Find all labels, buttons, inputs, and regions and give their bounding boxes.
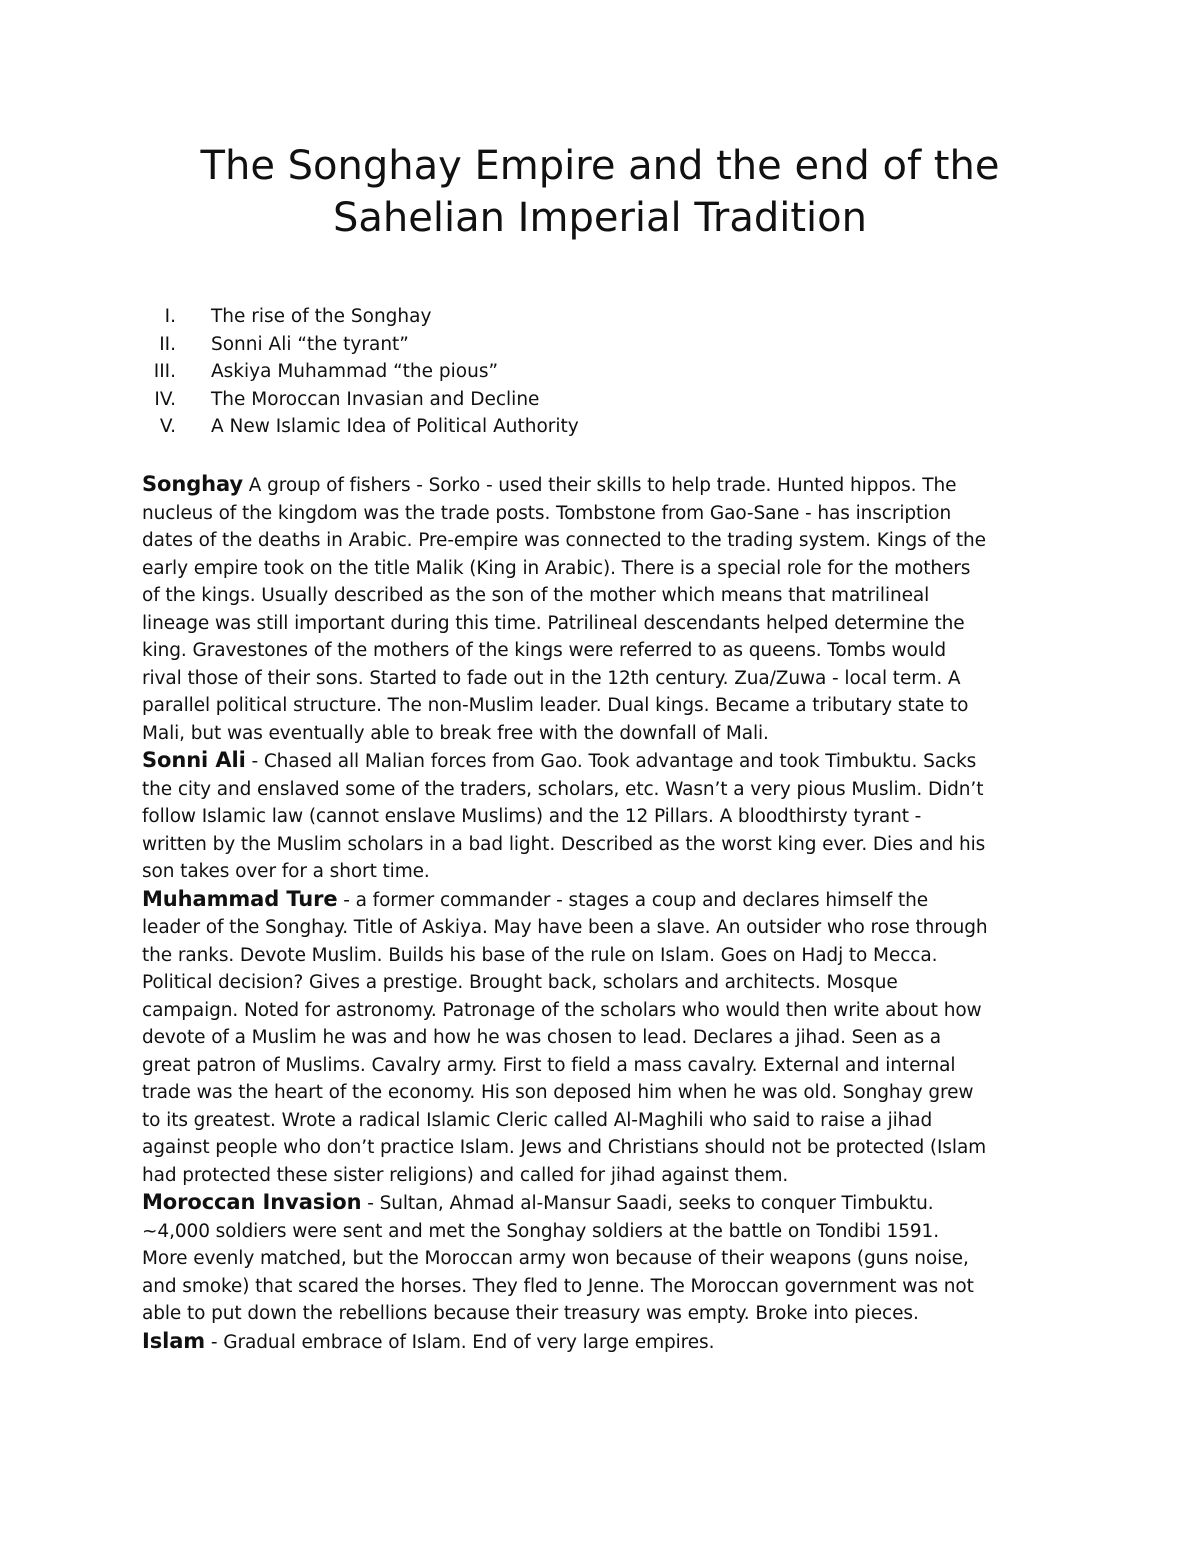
outline-number: III. (153, 361, 176, 382)
document-title (100, 140, 1100, 244)
text-line (142, 1328, 1062, 1357)
text-line (142, 747, 1062, 776)
outline-number: V. (159, 416, 176, 437)
section-term-sonni-ali: Sonni Ali (142, 748, 246, 772)
text-line: dates of the deaths in Arabic. Pre-empire was connected to the trading system. Kings of the (142, 530, 986, 551)
section-term-moroccan-invasion: Moroccan Invasion (142, 1190, 362, 1214)
text-line: leader of the Songhay. Title of Askiya. May have been a slave. An outsider who rose through (142, 917, 988, 938)
section-text: - Gradual embrace of Islam. End of very large empires. (205, 1331, 715, 1353)
text-line: follow Islamic law (cannot enslave Muslims) and the 12 Pillars. A bloodthirsty tyrant - (142, 806, 922, 827)
text-line (142, 886, 1062, 915)
text-line: and smoke) that scared the horses. They fled to Jenne. The Moroccan government was not (142, 1275, 974, 1297)
section-term-muhammad-ture: Muhammad Ture (142, 886, 338, 911)
outline-item (120, 386, 1020, 414)
title-line-1: The Songhay Empire and the end of the (200, 143, 1000, 189)
outline-number: II. (159, 333, 176, 355)
text-line: written by the Muslim scholars in a bad light. Described as the worst king ever. Dies and his (142, 833, 986, 855)
section-text: - Chased all Malian forces from Gao. Took advantage and took Timbuktu. Sacks (245, 751, 977, 772)
text-line: king. Gravestones of the mothers of the kings were referred to as queens. Tombs would (142, 640, 947, 661)
outline-number: I. (164, 306, 176, 327)
text-line: the city and enslaved some of the traders, scholars, etc. Wasn’t a very pious Muslim. Didn’t (142, 778, 984, 800)
text-line: Political decision? Gives a prestige. Brought back, scholars and architects. Mosque (142, 972, 898, 993)
text-line: lineage was still important during this time. Patrilineal descendants helped determine the (142, 612, 965, 634)
outline-list (120, 303, 1020, 441)
text-line: of the kings. Usually described as the son of the mother which means that matrilineal (142, 585, 930, 606)
text-line: against people who don’t practice Islam. Jews and Christians should not be protected (Islam (142, 1137, 987, 1158)
outline-text: The Moroccan Invasian and Decline (211, 388, 540, 410)
text-line (142, 471, 1062, 500)
section-text: - a former commander - stages a coup and declares himself the (337, 889, 929, 911)
section-text: A group of fishers - Sorko - used their skills to help trade. Hunted hippos. The (243, 475, 957, 496)
text-line: devote of a Muslim he was and how he was chosen to lead. Declares a jihad. Seen as a (142, 1027, 942, 1048)
outline-text: The rise of the Songhay (211, 306, 432, 327)
text-line: parallel political structure. The non-Muslim leader. Dual kings. Became a tributary state to (142, 695, 969, 716)
text-line: to its greatest. Wrote a radical Islamic Cleric called Al-Maghili who said to raise a jihad (142, 1109, 933, 1131)
text-line: trade was the heart of the economy. His son deposed him when he was old. Songhay grew (142, 1082, 974, 1103)
text-line: More evenly matched, but the Moroccan army won because of their weapons (guns noise, (142, 1248, 969, 1269)
text-line: had protected these sister religions) and called for jihad against them. (142, 1164, 789, 1186)
body-text (142, 471, 1062, 1356)
text-line (142, 1189, 1062, 1218)
text-line: early empire took on the title Malik (King in Arabic). There is a special role for the mothers (142, 557, 971, 579)
text-line: Mali, but was eventually able to break free with the downfall of Mali. (142, 722, 769, 744)
outline-number: IV. (154, 388, 176, 410)
outline-text: A New Islamic Idea of Political Authority (211, 416, 579, 437)
text-line: the ranks. Devote Muslim. Builds his base of the rule on Islam. Goes on Hadj to Mecca. (142, 944, 938, 966)
title-line-2: Sahelian Imperial Tradition (333, 195, 867, 241)
section-text: - Sultan, Ahmad al-Mansur Saadi, seeks to conquer Timbuktu. (361, 1193, 934, 1214)
outline-item (120, 331, 1020, 359)
outline-item (120, 413, 1020, 441)
text-line: able to put down the rebellions because their treasury was empty. Broke into pieces. (142, 1303, 919, 1324)
text-line: rival those of their sons. Started to fade out in the 12th century. Zua/Zuwa - local term. A (142, 667, 961, 689)
text-line: nucleus of the kingdom was the trade posts. Tombstone from Gao-Sane - has inscription (142, 502, 952, 524)
text-line: son takes over for a short time. (142, 861, 430, 882)
section-term-islam: Islam (142, 1328, 206, 1353)
outline-text: Askiya Muhammad “the pious” (211, 361, 499, 382)
text-line: campaign. Noted for astronomy. Patronage of the scholars who would then write about how (142, 999, 982, 1021)
section-term-songhay: Songhay (142, 472, 243, 496)
text-line: great patron of Muslims. Cavalry army. First to field a mass cavalry. External and internal (142, 1054, 956, 1076)
text-line: ~4,000 soldiers were sent and met the Songhay soldiers at the battle on Tondibi 1591. (142, 1220, 939, 1242)
outline-item (120, 303, 1020, 331)
outline-item (120, 358, 1020, 386)
outline-text: Sonni Ali “the tyrant” (211, 333, 409, 355)
